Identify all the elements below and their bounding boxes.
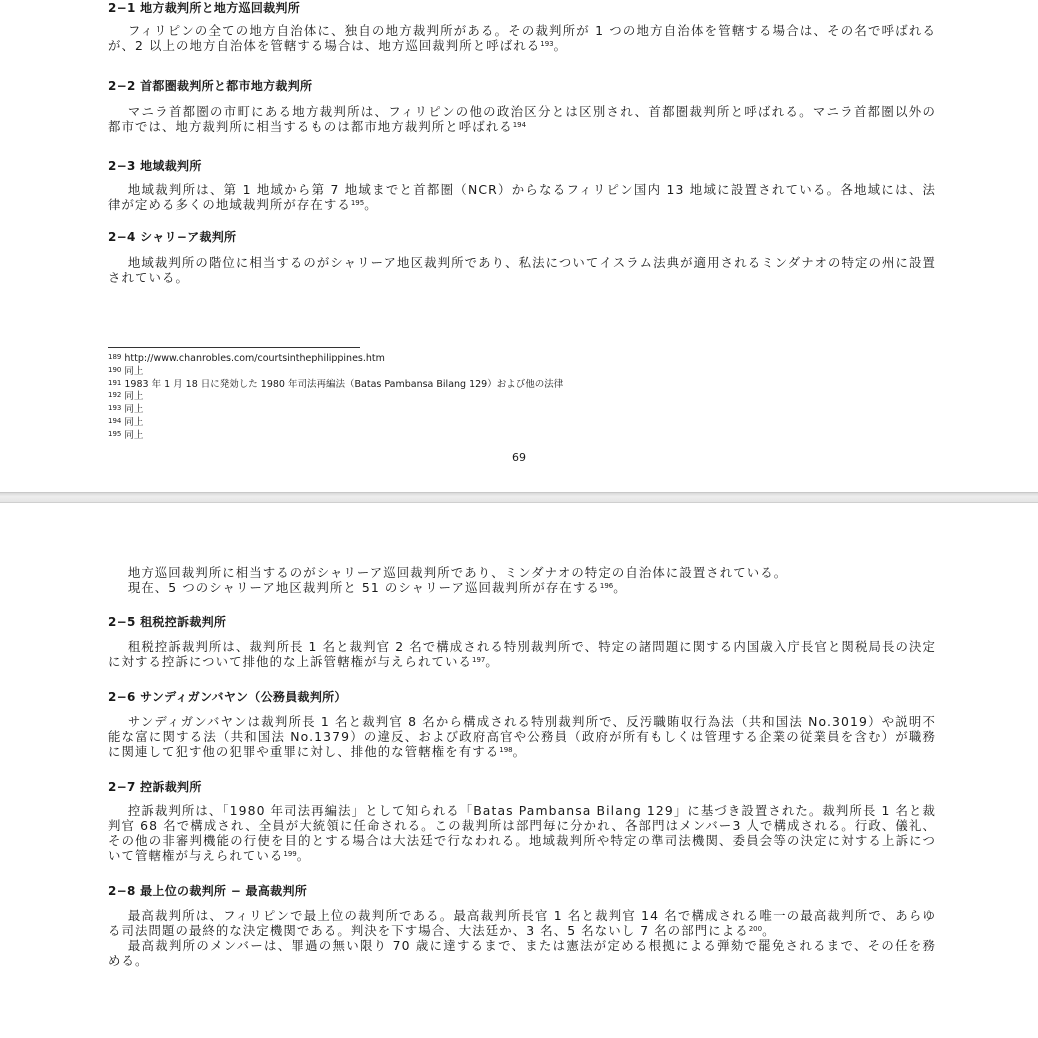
body-paragraph	[108, 255, 936, 285]
footnote-link[interactable]: http://www.chanrobles.com/courtsinthephilippines.htm	[124, 353, 385, 364]
body-paragraph	[108, 104, 936, 134]
page-body	[108, 0, 936, 285]
paragraph-end: 。	[485, 654, 499, 669]
footnote-text: 同上	[124, 365, 144, 377]
document-page-69	[0, 0, 1038, 492]
footnote-number: 192	[108, 391, 122, 400]
section-heading: 2−7 控訴裁判所	[108, 780, 202, 794]
document-page-70	[0, 503, 1038, 1038]
section-heading: 2−6 サンディガンバヤン（公務員裁判所）	[108, 690, 347, 704]
section-heading: 2−8 最上位の裁判所 − 最高裁判所	[108, 884, 308, 898]
footnotes	[108, 352, 808, 442]
paragraph-end: 。	[296, 848, 311, 863]
footnote-number: 189	[108, 353, 122, 361]
footnote-ref[interactable]: 198	[499, 746, 513, 754]
body-paragraph	[108, 803, 936, 863]
footnote-ref[interactable]: 200	[748, 925, 763, 933]
footnote-number: 193	[108, 404, 122, 413]
paragraph-text: 現在、5 つのシャリーア地区裁判所と 51 のシャリーア巡回裁判所が存在する	[127, 580, 600, 595]
footnote-separator	[108, 347, 360, 348]
paragraph-text: 控訴裁判所は、「1980 年司法再編法」として知られる「Batas Pambansa Bilang 129」に基づき設置された。裁判所長 1 名と裁判官 68 名で構成され、全員が大統領に任命される。この裁判所は部門毎に分かれ、各部門はメンバー3 人で構成される。行政、儀礼、その他の非審判機能の行使を目的とする場合は大法廷で行なわれる。地域裁判所や特定の準司法機関、委員会等の決定に対する上訴について管轄権が与えられている	[108, 803, 937, 863]
footnote-item	[108, 429, 808, 442]
paragraph-text: 最高裁判所は、フィリピンで最上位の裁判所である。最高裁判所長官 1 名と裁判官 14 名で構成される唯一の最高裁判所で、あらゆる司法問題の最終的な決定機関である。判決を下す場合、大法廷か、3 名、5 名ないし 7 名の部門による	[108, 908, 936, 938]
paragraph-text: 最高裁判所のメンバーは、罪過の無い限り 70 歳に達するまで、または憲法が定める根拠による弾劾で罷免されるまで、その任を務める。	[108, 938, 936, 968]
body-paragraph	[108, 182, 936, 212]
footnote-item	[108, 352, 808, 365]
paragraph-text: 地域裁判所は、第 1 地域から第 7 地域までと首都圏（NCR）からなるフィリピン国内 13 地域に設置されている。各地域には、法律が定める多くの地域裁判所が存在する	[108, 182, 936, 212]
body-paragraph	[108, 639, 936, 669]
footnote-ref[interactable]: 199	[283, 850, 297, 858]
footnote-text: 1983 年 1 月 18 日に発効した 1980 年司法再編法（Batas Pambansa Bilang 129）および他の法律	[124, 378, 564, 390]
footnote-text: 同上	[124, 416, 144, 428]
paragraph-end: 。	[512, 744, 527, 759]
body-paragraph	[108, 580, 936, 595]
footnote-ref[interactable]: 196	[599, 582, 614, 590]
footnote-item	[108, 403, 808, 416]
body-paragraph	[108, 714, 936, 759]
body-paragraph	[108, 565, 936, 580]
paragraph-end: 。	[613, 580, 627, 595]
section-heading: 2−5 租税控訴裁判所	[108, 615, 227, 629]
footnote-ref[interactable]: 194	[512, 121, 527, 129]
body-paragraph	[108, 23, 936, 53]
body-paragraph	[108, 938, 936, 968]
footnote-number: 195	[108, 429, 122, 438]
paragraph-end: 。	[364, 197, 378, 212]
paragraph-text: マニラ首都圏の市町にある地方裁判所は、フィリピンの他の政治区分とは区別され、首都圏裁判所と呼ばれる。マニラ首都圏以外の都市では、地方裁判所に相当するものは都市地方裁判所と呼ばれる	[108, 104, 936, 134]
footnote-item	[108, 378, 808, 391]
section-heading: 2−3 地域裁判所	[108, 159, 202, 173]
footnote-ref[interactable]: 197	[472, 656, 486, 664]
paragraph-text: サンディガンバヤンは裁判所長 1 名と裁判官 8 名から構成される特別裁判所で、反汚職賄収行為法（共和国法 No.3019）や説明不能な富に関する法（共和国法 No.1379）の違反、および政府高官や公務員（政府が所有もしくは管理する企業の従業員を含む）が職務に関連して犯す他の犯罪や重罪に対し、排他的な管轄権を有する	[108, 714, 936, 759]
paragraph-end: 。	[762, 923, 776, 938]
section-heading: 2−4 シャリ−ア裁判所	[108, 230, 237, 244]
body-paragraph	[108, 908, 936, 938]
paragraph-text: フィリピンの全ての地方自治体に、独自の地方裁判所がある。その裁判所が 1 つの地方自治体を管轄する場合は、その名で呼ばれるが、2 以上の地方自治体を管轄する場合は、地方巡回裁判所と呼ばれる	[108, 23, 936, 53]
footnote-item	[108, 390, 808, 403]
section-heading: 2−1 地方裁判所と地方巡回裁判所	[108, 1, 301, 15]
footnote-item	[108, 365, 808, 378]
footnote-text: 同上	[124, 404, 144, 416]
footnote-number: 190	[108, 365, 122, 374]
paragraph-text: 地域裁判所の階位に相当するのがシャリーア地区裁判所であり、私法についてイスラム法典が適用されるミンダナオの特定の州に設置されている。	[108, 255, 936, 285]
footnote-ref[interactable]: 193	[540, 40, 554, 48]
footnote-ref[interactable]: 195	[350, 199, 365, 207]
section-heading: 2−2 首都圏裁判所と都市地方裁判所	[108, 79, 313, 93]
paragraph-end: 。	[553, 38, 568, 53]
paragraph-text: 地方巡回裁判所に相当するのがシャリーア巡回裁判所であり、ミンダナオの特定の自治体に設置されている。	[127, 565, 788, 580]
page-number: 69	[512, 451, 526, 464]
footnote-text: 同上	[124, 429, 144, 441]
page-separator	[0, 492, 1038, 503]
footnote-item	[108, 416, 808, 429]
footnote-number: 191	[108, 378, 122, 387]
page-body	[108, 565, 936, 968]
paragraph-text: 租税控訴裁判所は、裁判所長 1 名と裁判官 2 名で構成される特別裁判所で、特定の諸問題に関する内国歳入庁長官と関税局長の決定に対する控訴について排他的な上訴管轄権が与えられている	[108, 639, 936, 669]
footnote-text: 同上	[124, 391, 144, 403]
footnote-number: 194	[108, 416, 122, 425]
